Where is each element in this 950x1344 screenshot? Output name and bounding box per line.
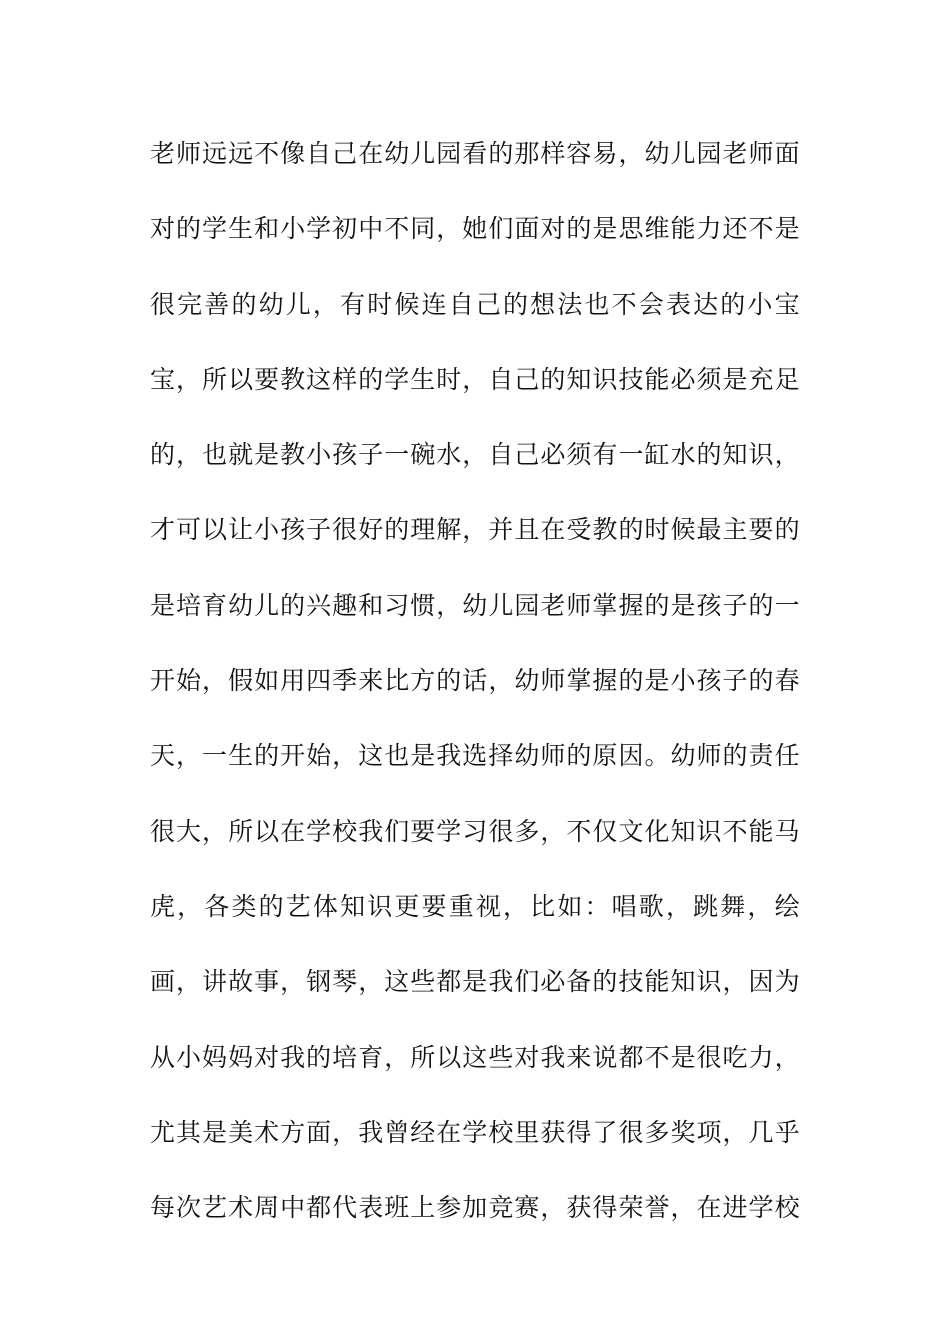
text-line: 才可以让小孩子很好的理解，并且在受教的时候最主要的 bbox=[150, 515, 800, 545]
text-line: 虎，各类的艺体知识更要重视，比如：唱歌，跳舞，绘 bbox=[150, 891, 800, 921]
text-line: 从小妈妈对我的培育，所以这些对我来说都不是很吃力， bbox=[150, 1042, 800, 1072]
text-line: 画，讲故事，钢琴，这些都是我们必备的技能知识，因为 bbox=[150, 967, 800, 997]
text-line: 宝，所以要教这样的学生时，自己的知识技能必须是充足 bbox=[150, 364, 800, 394]
text-line: 很大，所以在学校我们要学习很多，不仅文化知识不能马 bbox=[150, 816, 800, 846]
text-line: 很完善的幼儿，有时候连自己的想法也不会表达的小宝 bbox=[150, 289, 800, 319]
text-line: 开始，假如用四季来比方的话，幼师掌握的是小孩子的春 bbox=[150, 666, 800, 696]
text-line: 对的学生和小学初中不同，她们面对的是思维能力还不是 bbox=[150, 214, 800, 244]
text-line: 的，也就是教小孩子一碗水，自己必须有一缸水的知识， bbox=[150, 440, 800, 470]
text-line: 每次艺术周中都代表班上参加竞赛，获得荣誉，在进学校 bbox=[150, 1193, 800, 1223]
text-line: 尤其是美术方面，我曾经在学校里获得了很多奖项，几乎 bbox=[150, 1117, 800, 1147]
text-line: 老师远远不像自己在幼儿园看的那样容易，幼儿园老师面 bbox=[150, 139, 800, 168]
text-line: 是培育幼儿的兴趣和习惯，幼儿园老师掌握的是孩子的一 bbox=[150, 590, 800, 620]
text-line: 天，一生的开始，这也是我选择幼师的原因。幼师的责任 bbox=[150, 741, 800, 771]
body-paragraph bbox=[150, 128, 800, 1257]
